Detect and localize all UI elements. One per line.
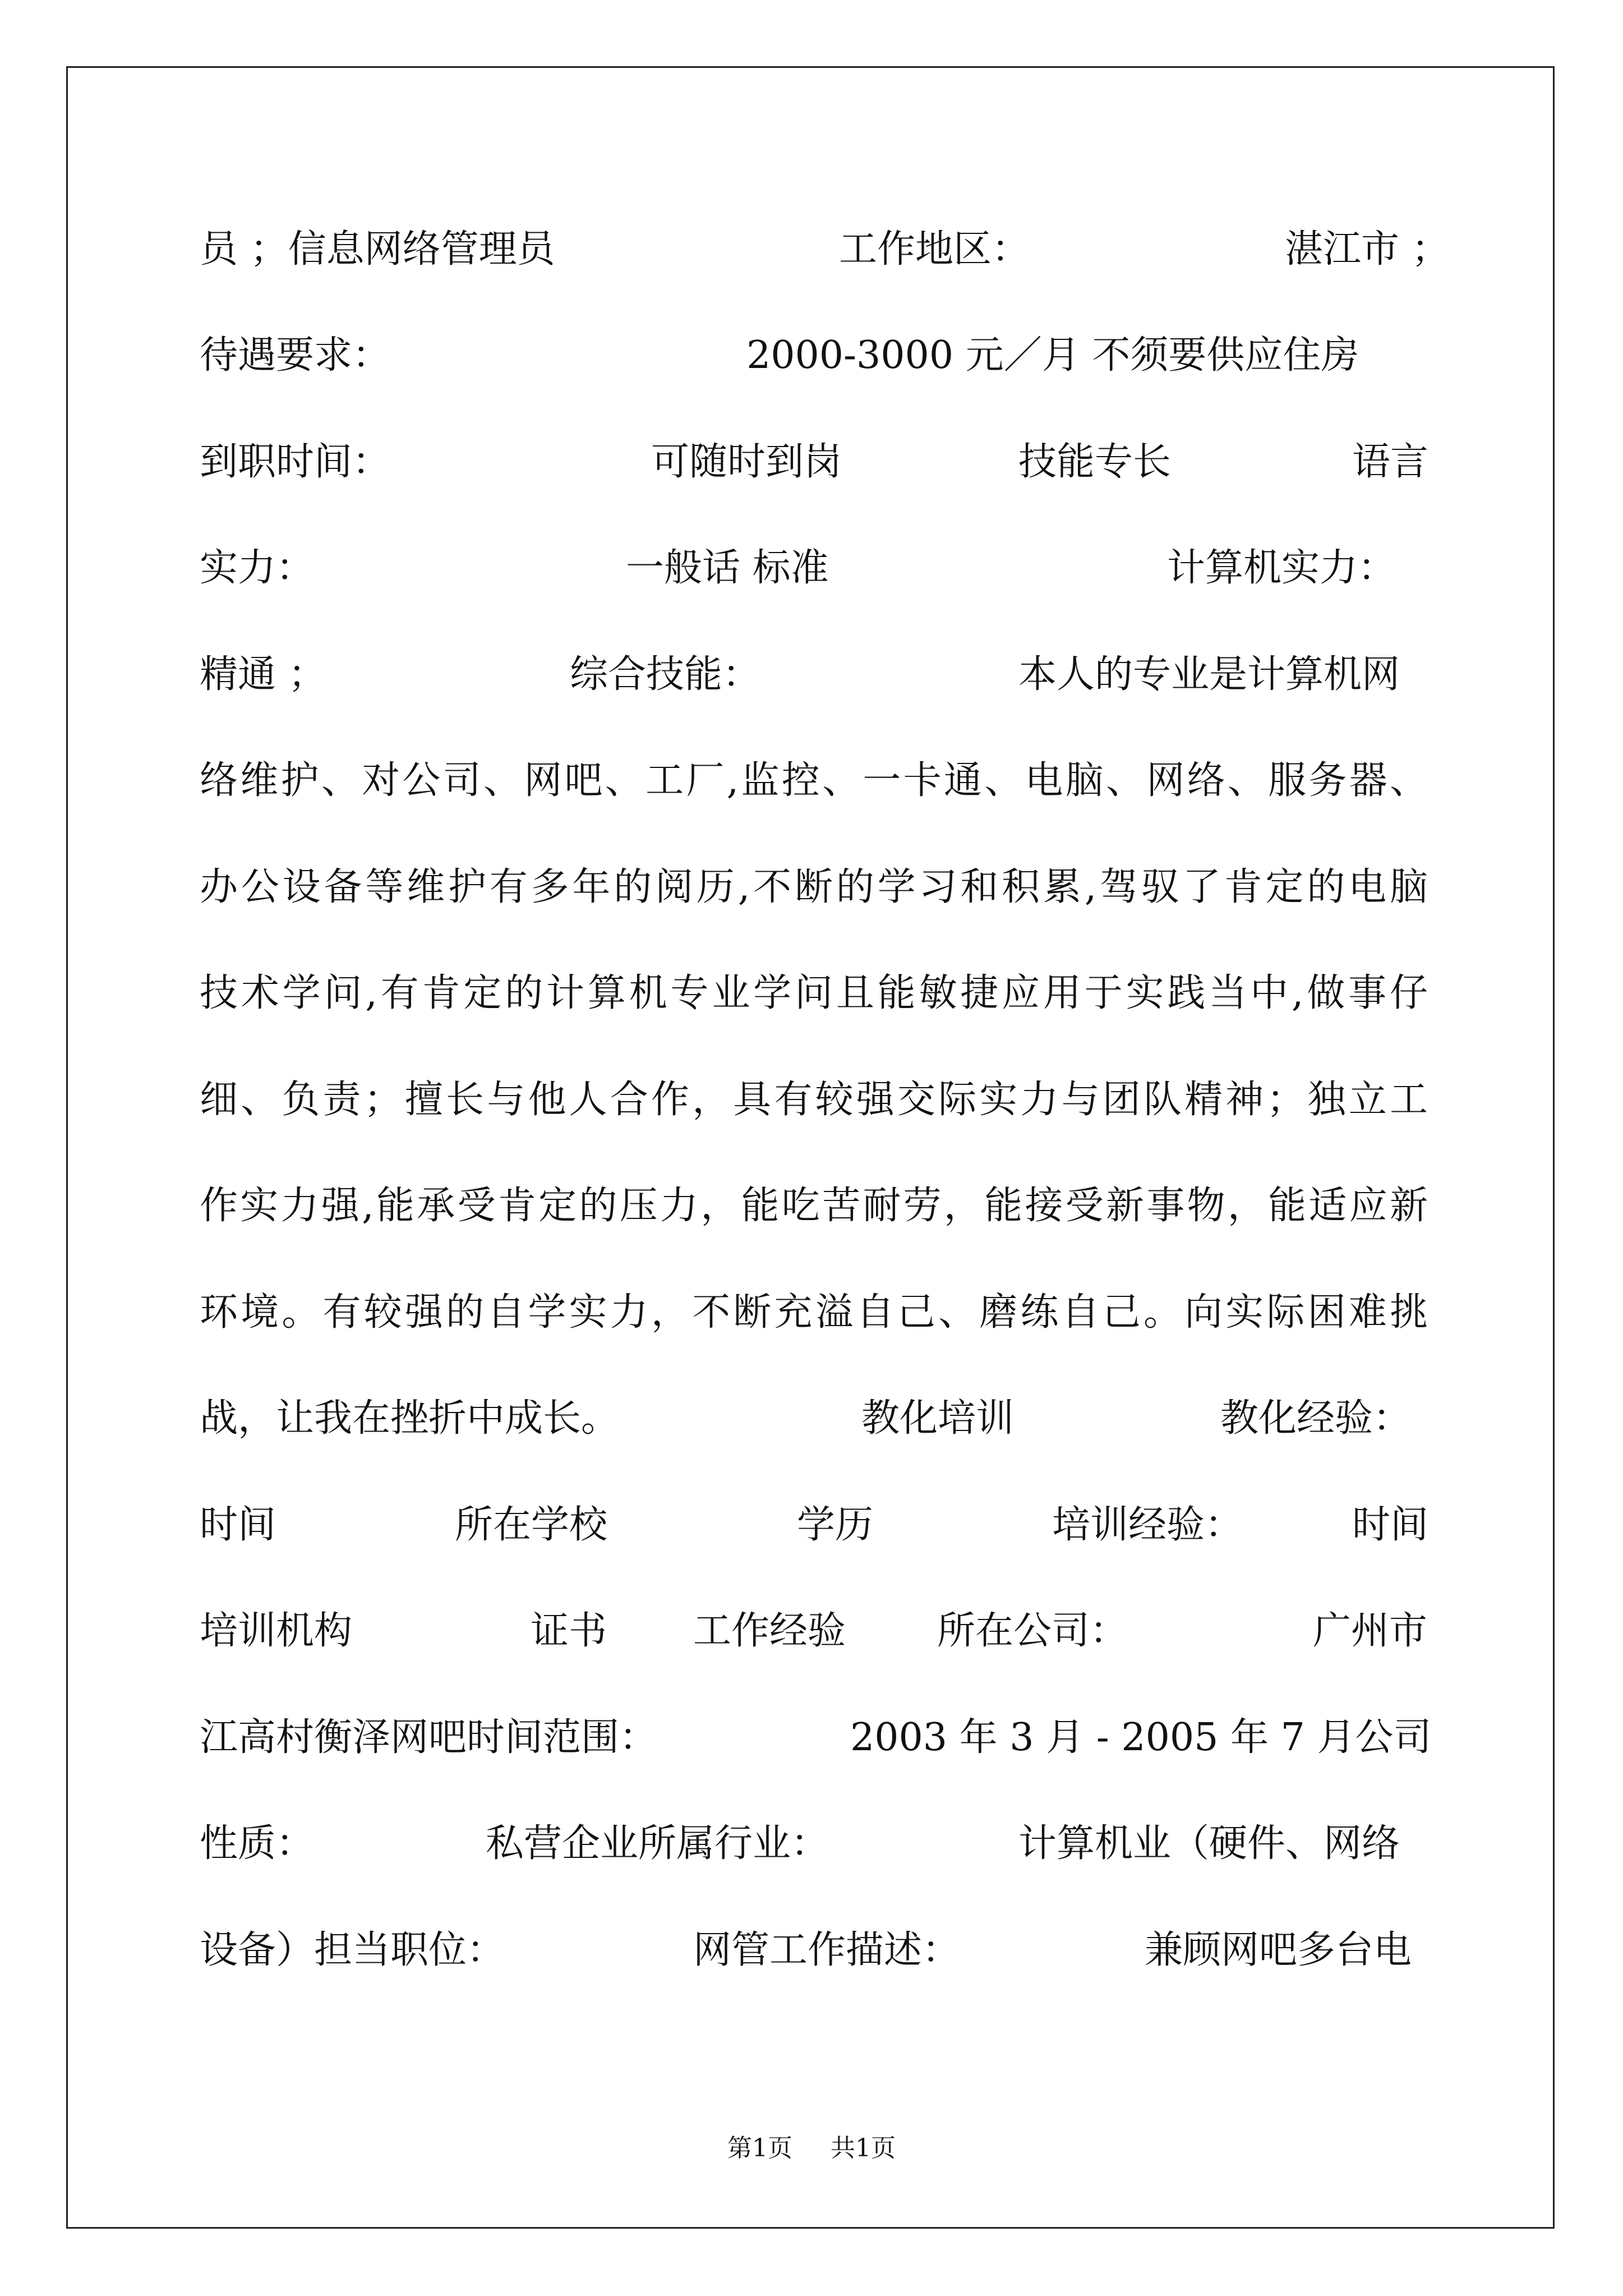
text-segment: 时间 bbox=[1352, 1503, 1429, 1547]
text-segment: 语言 bbox=[1352, 440, 1429, 484]
text-segment: 精通 ； bbox=[200, 652, 326, 697]
text-line bbox=[200, 1175, 1428, 1237]
text-line bbox=[200, 750, 1428, 812]
text-segment: 到职时间： bbox=[200, 440, 391, 484]
text-line bbox=[200, 1494, 1428, 1556]
text-segment: 网管工作描述： bbox=[693, 1928, 961, 1972]
text-segment: 本人的专业是计算机网 bbox=[1018, 652, 1400, 697]
text-segment: 可随时到岗 bbox=[651, 440, 842, 484]
text-segment: 实力： bbox=[200, 546, 315, 590]
text-segment: 一般话 标准 bbox=[626, 546, 829, 590]
text-segment: 培训经验： bbox=[1052, 1503, 1243, 1547]
text-line bbox=[200, 1282, 1428, 1343]
paragraph-line: 细、负责；擅长与他人合作，具有较强交际实力与团队精神；独立工 bbox=[200, 1078, 1428, 1122]
text-line bbox=[200, 325, 1428, 386]
text-line bbox=[200, 1069, 1428, 1131]
paragraph-line: 办公设备等维护有多年的阅历,不断的学习和积累,驾驭了肯定的电脑 bbox=[200, 865, 1428, 909]
text-line bbox=[200, 644, 1428, 706]
text-line bbox=[200, 963, 1428, 1024]
text-segment: 所在公司： bbox=[937, 1609, 1128, 1653]
text-line bbox=[200, 537, 1428, 599]
text-segment: 设备）担当职位： bbox=[200, 1928, 505, 1972]
text-segment: 私营企业所属行业： bbox=[486, 1821, 829, 1866]
text-segment: 江高村衡泽网吧时间范围： bbox=[200, 1715, 658, 1760]
text-segment: 计算机实力： bbox=[1167, 546, 1396, 590]
paragraph-line: 技术学问,有肯定的计算机专业学问且能敏捷应用于实践当中,做事仔 bbox=[200, 971, 1428, 1015]
text-line bbox=[200, 1388, 1428, 1450]
text-segment: 员 ；信息网络管理员 bbox=[200, 227, 555, 272]
text-segment: 时间 bbox=[200, 1503, 276, 1547]
text-line bbox=[200, 1813, 1428, 1875]
text-segment: 培训机构 bbox=[200, 1609, 353, 1653]
text-line bbox=[200, 431, 1428, 493]
text-segment: 学历 bbox=[797, 1503, 874, 1547]
text-segment: 技能专长 bbox=[1018, 440, 1172, 484]
text-line bbox=[200, 1600, 1428, 1662]
paragraph-line: 络维护、对公司、网吧、工厂,监控、一卡通、电脑、网络、服务器、 bbox=[200, 758, 1428, 803]
text-segment: 工作地区： bbox=[839, 227, 1030, 272]
text-segment: 待遇要求： bbox=[200, 333, 391, 378]
text-segment: 工作经验 bbox=[693, 1609, 846, 1653]
text-line bbox=[200, 1707, 1432, 1769]
page-footer bbox=[0, 2132, 1623, 2165]
text-line bbox=[200, 857, 1428, 918]
text-line bbox=[200, 219, 1450, 280]
text-segment: 性质： bbox=[200, 1821, 315, 1866]
page-total: 共1页 bbox=[831, 2134, 896, 2162]
text-segment: 教化经验： bbox=[1220, 1396, 1412, 1441]
text-segment: 证书 bbox=[531, 1609, 607, 1653]
text-segment: 2000-3000 元／月 不须要供应住房 bbox=[746, 333, 1359, 378]
text-segment: 综合技能： bbox=[570, 652, 761, 697]
text-segment: 2003 年 3 月 - 2005 年 7 月公司 bbox=[850, 1715, 1432, 1760]
text-line bbox=[200, 1920, 1428, 1981]
text-segment: 计算机业（硬件、网络 bbox=[1018, 1821, 1400, 1866]
page-number: 第1页 bbox=[727, 2134, 792, 2162]
text-segment: 湛江市 ； bbox=[1285, 227, 1450, 272]
text-segment: 兼顾网吧多台电 bbox=[1145, 1928, 1412, 1972]
page-frame bbox=[66, 66, 1555, 2229]
text-segment: 战，让我在挫折中成长。 bbox=[200, 1396, 620, 1441]
text-segment: 教化培训 bbox=[861, 1396, 1015, 1441]
paragraph-line: 作实力强,能承受肯定的压力，能吃苦耐劳，能接受新事物，能适应新 bbox=[200, 1184, 1428, 1228]
text-segment: 所在学校 bbox=[455, 1503, 608, 1547]
paragraph-line: 环境。有较强的自学实力，不断充溢自己、磨练自己。向实际困难挑 bbox=[200, 1290, 1428, 1335]
text-segment: 广州市 bbox=[1313, 1609, 1428, 1653]
